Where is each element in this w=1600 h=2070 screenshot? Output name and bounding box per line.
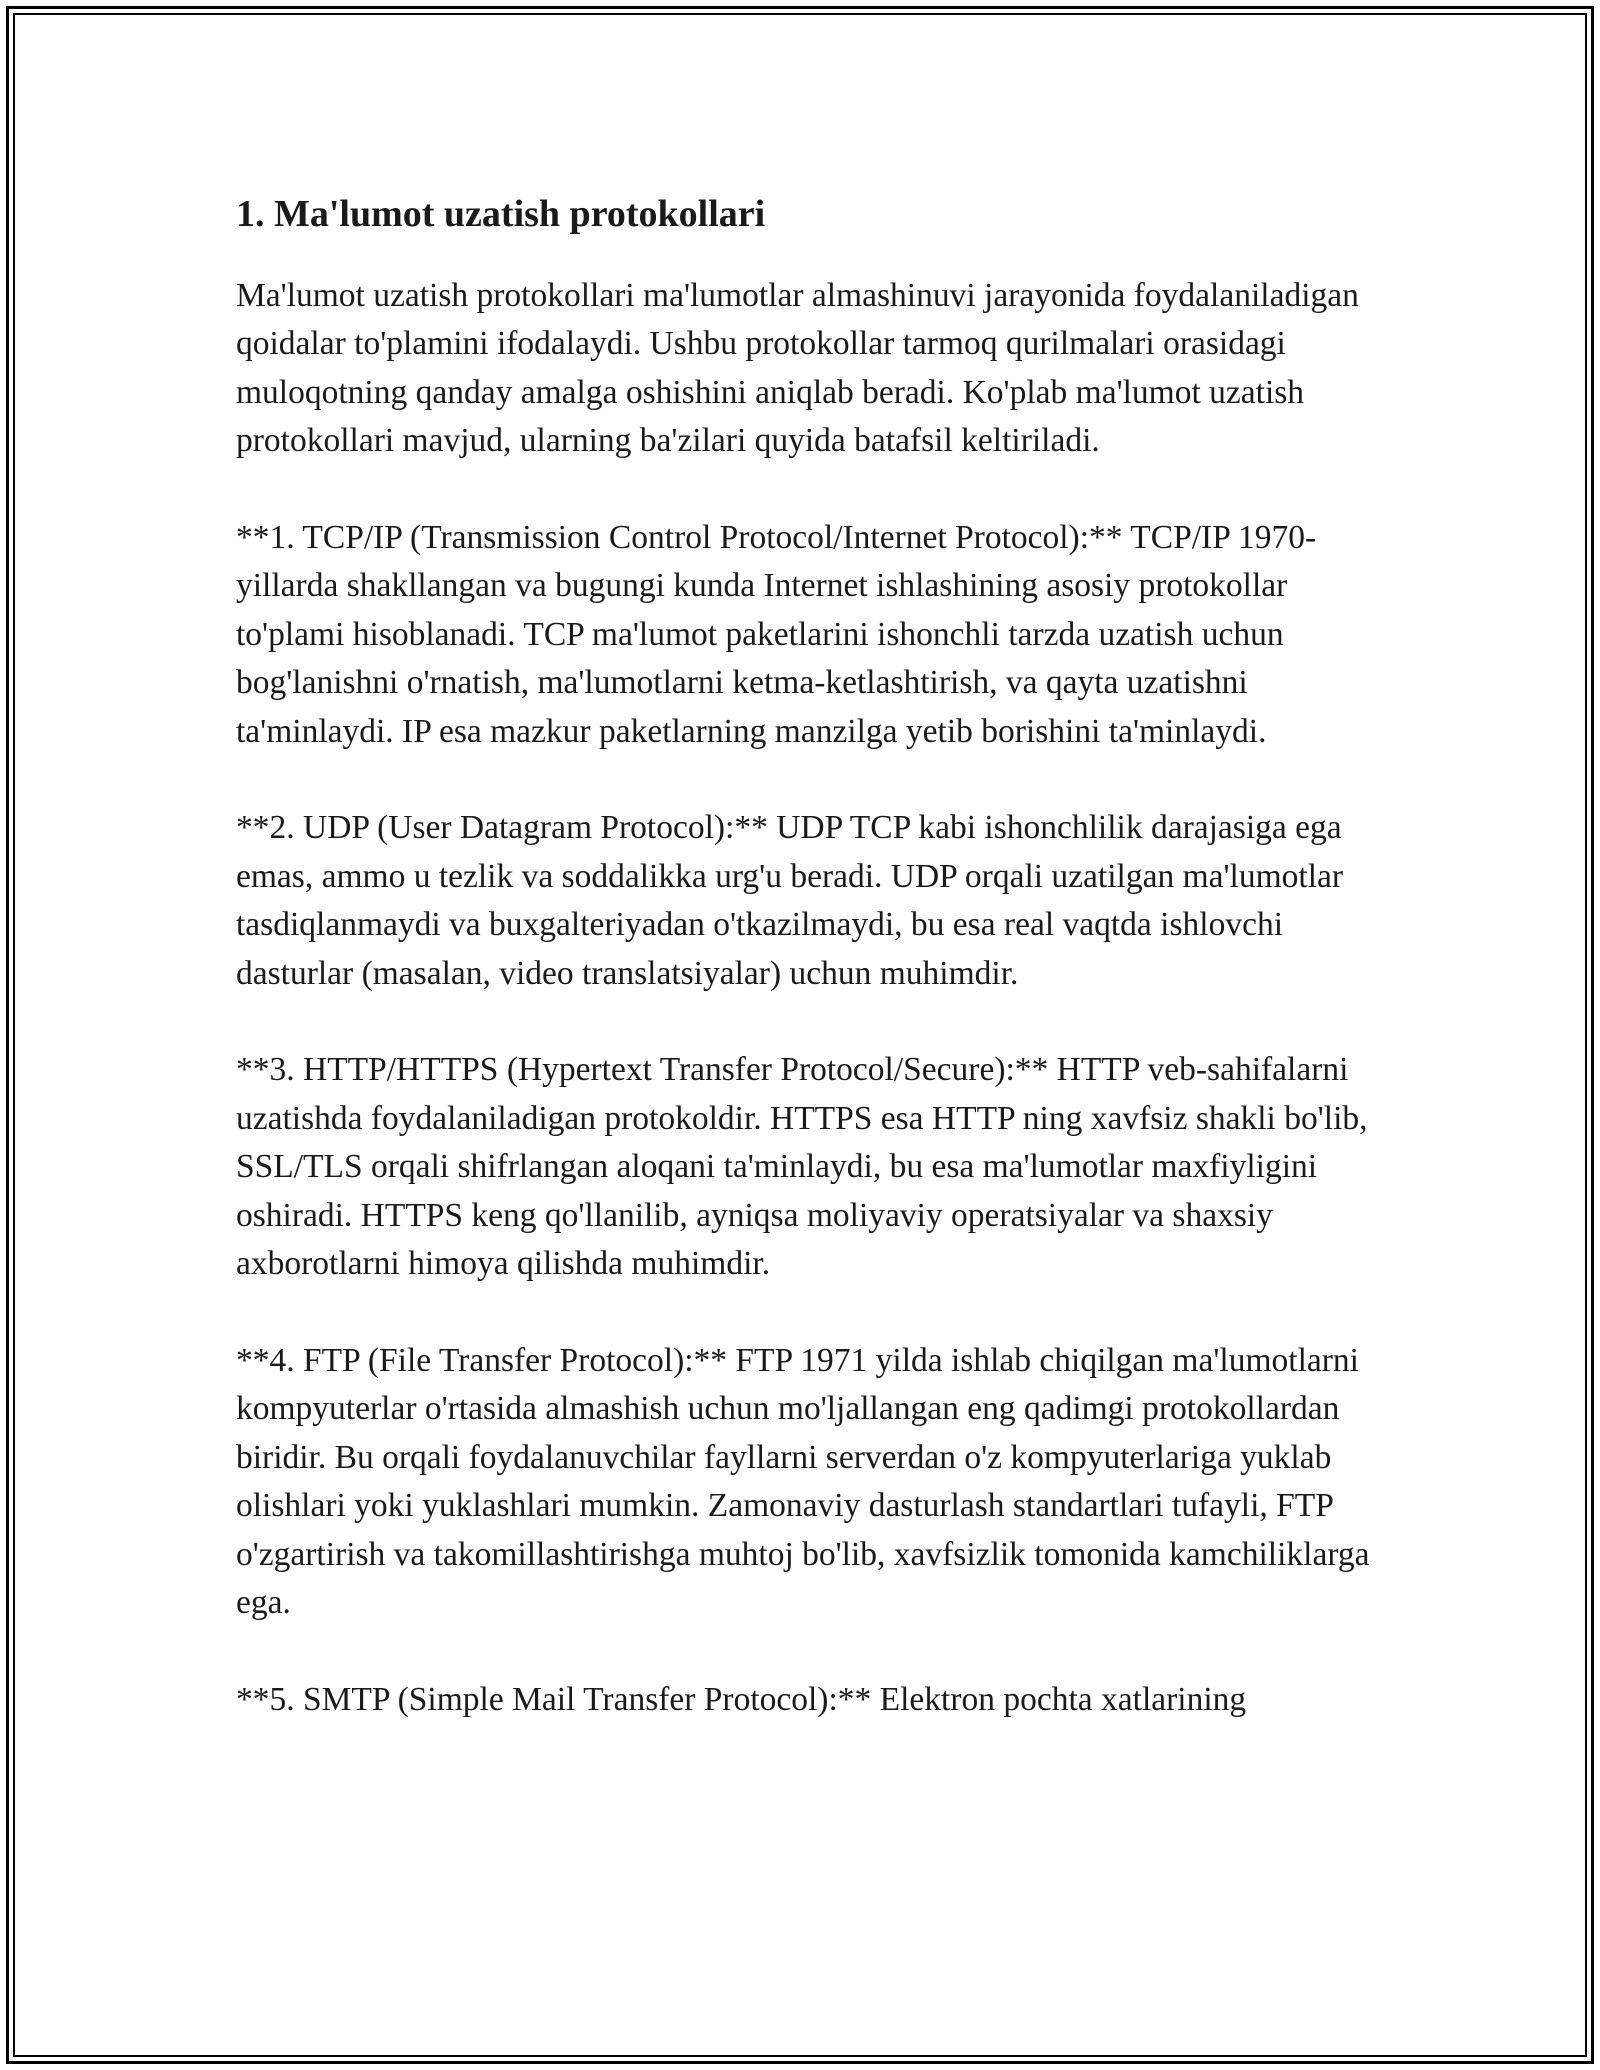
smtp-paragraph: **5. SMTP (Simple Mail Transfer Protocol):** Elektron pochta xatlarining (236, 1680, 1247, 1718)
document-body (236, 186, 1396, 1773)
ftp-paragraph: **4. FTP (File Transfer Protocol):** FTP 1971 yilda ishlab chiqilgan ma'lumotlarni kompyuterlar o'rtasida almashish uchun mo'ljallangan eng qadimgi protokollardan biridir. Bu orqali foydalanuvchilar fayllarni serverdan o'z kompyuterlariga yuklab olishlari yoki yuklashlari mumkin. Zamonaviy dasturlash standartlari tufayli, FTP o'zgartirish va takomillashtirishga muhtoj bo'lib, xavfsizlik tomonida kamchiliklarga ega. (236, 1341, 1370, 1621)
http-https-paragraph: **3. HTTP/HTTPS (Hypertext Transfer Protocol/Secure):** HTTP veb-sahifalarni uzatishda foydalaniladigan protokoldir. HTTPS esa HTTP ning xavfsiz shakli bo'lib, SSL/TLS orqali shifrlangan aloqani ta'minlaydi, bu esa ma'lumotlar maxfiyligini oshiradi. HTTPS keng qo'llanilib, ayniqsa moliyaviy operatsiyalar va shaxsiy axborotlarni himoya qilishda muhimdir. (236, 1051, 1368, 1283)
intro-paragraph: Ma'lumot uzatish protokollari ma'lumotlar almashinuvi jarayonida foydalaniladigan qoidalar to'plamini ifodalaydi. Ushbu protokollar tarmoq qurilmalari orasidagi muloqotning qanday amalga oshishini aniqlab beradi. Ko'plab ma'lumot uzatish protokollari mavjud, ularning ba'zilari quyida batafsil keltiriladi. (236, 277, 1359, 460)
document-heading: 1. Ma'lumot uzatish protokollari (236, 193, 766, 235)
udp-paragraph: **2. UDP (User Datagram Protocol):** UDP TCP kabi ishonchlilik darajasiga ega emas, ammo u tezlik va soddalikka urg'u beradi. UDP orqali uzatilgan ma'lumotlar tasdiqlanmaydi va buxgalteriyadan o'tkazilmaydi, bu esa real vaqtda ishlovchi dasturlar (masalan, video translatsiyalar) uchun muhimdir. (236, 809, 1344, 992)
tcp-ip-paragraph: **1. TCP/IP (Transmission Control Protocol/Internet Protocol):** TCP/IP 1970-yillarda shakllangan va bugungi kunda Internet ishlashining asosiy protokollar to'plami hisoblanadi. TCP ma'lumot paketlarini ishonchli tarzda uzatish uchun bog'lanishni o'rnatish, ma'lumotlarni ketma-ketlashtirish, va qayta uzatishni ta'minlaydi. IP esa mazkur paketlarning manzilga yetib borishini ta'minlaydi. (236, 519, 1317, 750)
